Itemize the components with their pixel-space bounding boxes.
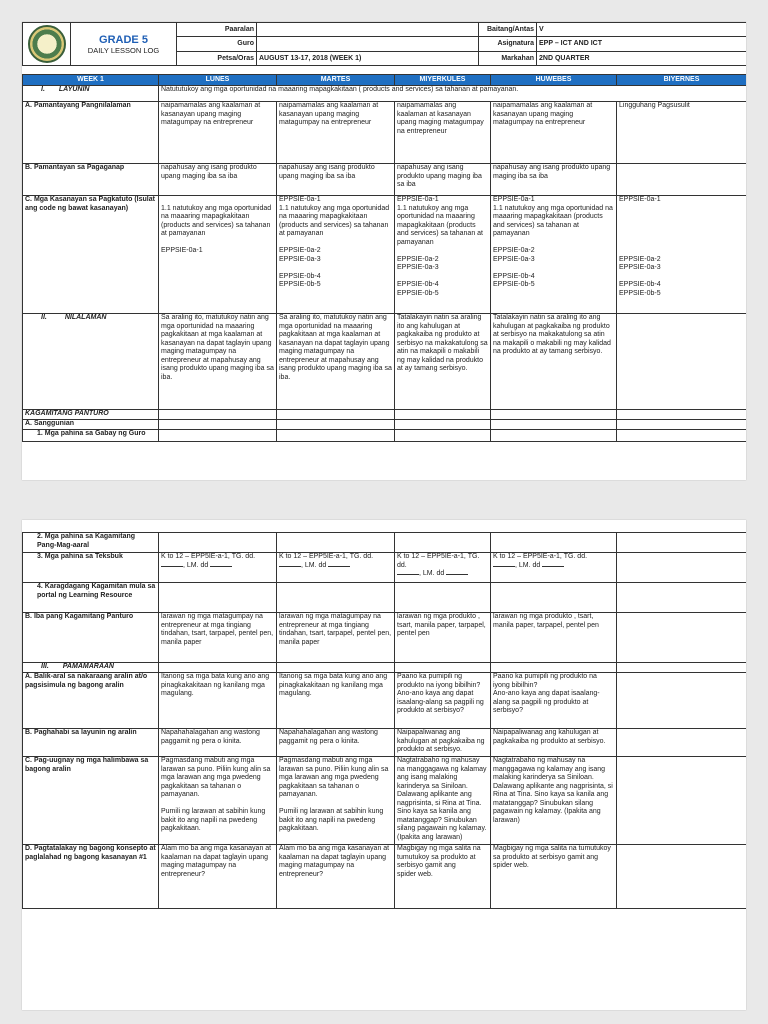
cell xyxy=(491,583,617,613)
pamamaraan-heading xyxy=(23,663,159,673)
blank xyxy=(210,566,232,567)
cell xyxy=(395,430,491,442)
lesson-log-page-2 xyxy=(22,520,746,1010)
cell xyxy=(159,663,277,673)
paaralan-value xyxy=(257,23,479,37)
pamamaraan-num: III. xyxy=(41,663,49,670)
rb2-label: B. Paghahabi sa layunin ng aralin xyxy=(23,729,159,757)
cell xyxy=(395,533,491,553)
cell xyxy=(617,420,747,430)
cell xyxy=(617,164,747,196)
cell: EPPSIE-0a-1 EPPSIE-0a-2 EPPSIE-0a-3 EPPSIE-0b-4 EPPSIE-0b-5 xyxy=(617,196,747,314)
procedure-table xyxy=(22,532,746,909)
textbook-cell: K to 12 – EPP5IE-a-1, TG. dd. , LM. dd xyxy=(491,553,617,583)
cell: Alam mo ba ang mga kasanayan at kaalaman na dapat taglayin upang maging matagumpay na entrepreneur? xyxy=(277,845,395,909)
grade-title: GRADE 5 xyxy=(99,33,148,46)
rd-label: D. Pagtatalakay ng bagong konsepto at paglalahad ng bagong kasanayan #1 xyxy=(23,845,159,909)
cell xyxy=(617,553,747,583)
cell xyxy=(617,757,747,845)
lm-ref: LM. dd xyxy=(518,561,541,569)
cell: larawan ng mga matagumpay na entrepreneur at mga tingiang tindahan, tsart, tarpapel, pentel pen, manila paper xyxy=(277,613,395,663)
blank xyxy=(328,566,350,567)
cell xyxy=(617,673,747,729)
row-a-label: A. Pamantayang Pangnilalaman xyxy=(23,102,159,164)
blank xyxy=(279,566,301,567)
ra-label: A. Balik-aral sa nakaraang aralin at/o pagsisimula ng bagong aralin xyxy=(23,673,159,729)
cell: Magbigay ng mga salita na tumutukoy sa produkto at serbisyo gamit ang spider web. xyxy=(395,845,491,909)
col-miyerkules: MIYERKULES xyxy=(395,75,491,86)
cell: Tatalakayin natin sa araling ito ang kahulugan at pagkakaiba ng produkto at serbisyo na makakatulong sa atin na makapili o makabili ng may kalidad na produkto at ay tamang serbisyo. xyxy=(491,314,617,410)
layunin-text: Natututukoy ang mga oportunidad na maaaring mapagkakitaan ( products and services) sa tahanan at pamayanan. xyxy=(159,86,747,102)
guro-label: Guro xyxy=(177,37,257,51)
kagamitan-label: KAGAMITANG PANTURO xyxy=(25,410,109,417)
cell xyxy=(491,430,617,442)
textbook-cell: K to 12 – EPP5IE-a-1, TG. dd. , LM. dd xyxy=(277,553,395,583)
sanggunian-label: A. Sanggunian xyxy=(23,420,159,430)
petsa-value: AUGUST 13-17, 2018 (WEEK 1) xyxy=(257,51,479,65)
cell: naipamamalas ang kaalaman at kasanayan upang maging matagumpay na entrepreneur xyxy=(159,102,277,164)
cell: Magbigay ng mga salita na tumutukoy sa produkto at serbisyo gamit ang spider web. xyxy=(491,845,617,909)
deped-seal xyxy=(23,23,71,66)
rc-label: C. Pag-uugnay ng mga halimbawa sa bagong aralin xyxy=(23,757,159,845)
cell xyxy=(395,420,491,430)
cell: 1.1 natutukoy ang mga oportunidad na maaaring mapagkakitaan (products and services) sa tahanan at pamayanan EPPSIE-0a-1 xyxy=(159,196,277,314)
col-huwebes: HUWEBES xyxy=(491,75,617,86)
cell xyxy=(395,583,491,613)
cell xyxy=(617,314,747,410)
nilalaman-heading xyxy=(23,314,159,410)
cell xyxy=(277,420,395,430)
cell xyxy=(277,410,395,420)
lesson-log-page-1 xyxy=(22,22,746,480)
col-week: WEEK 1 xyxy=(23,75,159,86)
cell xyxy=(277,583,395,613)
title-cell xyxy=(71,23,177,66)
cell: Paano ka pumipili ng produkto na iyong bibilhin? Ano-ano kaya ang dapat isaalang-alang sa pagpili ng produkto at serbisyo? xyxy=(491,673,617,729)
lm-ref: LM. dd xyxy=(304,561,327,569)
row-b-label: B. Pamantayan sa Pagaganap xyxy=(23,164,159,196)
cell: Naipapaliwanag ang kahulugan at pagkakaiba ng produkto at serbisyo. xyxy=(491,729,617,757)
cell xyxy=(491,663,617,673)
cell xyxy=(617,613,747,663)
cell: EPPSIE-0a-1 1.1 natutukoy ang mga oportunidad na maaaring mapagkakitaan (products and services) sa tahanan at pamayanan EPPSIE-0a-2 EPPSIE-0a-3 EPPSIE-0b-4 EPPSIE-0b-5 xyxy=(277,196,395,314)
cell: EPPSIE-0a-1 1.1 natutukoy ang mga oportunidad na maaaring mapagkakitaan (products and services) sa tahanan at pamayanan EPPSIE-0a-2 EPPSIE-0a-3 EPPSIE-0b-4 EPPSIE-0b-5 xyxy=(491,196,617,314)
lm-ref: LM. dd xyxy=(422,570,445,577)
textbook-ref: K to 12 – EPP5IE-a-1, TG. dd. xyxy=(397,553,480,569)
cell xyxy=(491,420,617,430)
objectives-table xyxy=(22,74,746,442)
cell xyxy=(159,420,277,430)
row-c-label: C. Mga Kasanayan sa Pagkatuto (Isulat ang code ng bawat kasanayan) xyxy=(23,196,159,314)
textbook-ref: K to 12 – EPP5IE-a-1, TG. dd. xyxy=(279,553,374,560)
cell: napahusay ang isang produkto upang maging iba sa iba xyxy=(159,164,277,196)
cell: Pagmasdang mabuti ang mga larawan sa puno. Piliin kung alin sa mga larawan ang mga pwedeng pagkakitaan sa tahanan o pamayanan. Pumili ng larawan at sabihin kung bakit ito ang napili na pwedeng pagkakitaan. xyxy=(159,757,277,845)
cell xyxy=(617,663,747,673)
dll-title: DAILY LESSON LOG xyxy=(87,45,160,55)
cell xyxy=(617,430,747,442)
blank xyxy=(446,574,468,575)
cell xyxy=(395,663,491,673)
cell xyxy=(277,663,395,673)
cell: napahusay ang isang produkto upang maging iba sa iba xyxy=(277,164,395,196)
baitang-value: V xyxy=(537,23,747,37)
cell: larawan ng mga produkto , tsart, manila paper, tarpapel, pentel pen xyxy=(395,613,491,663)
r4-label: 4. Karagdagang Kagamitan mula sa portal ng Learning Resource xyxy=(23,583,159,613)
cell: napahusay ang isang produkto upang maging iba sa iba xyxy=(395,164,491,196)
rb-label: B. Iba pang Kagamitang Panturo xyxy=(23,613,159,663)
header-table xyxy=(22,22,746,66)
cell: naipamamalas ang kaalaman at kasanayan upang maging matagumpay na entrepreneur xyxy=(395,102,491,164)
blank xyxy=(542,566,564,567)
guro-value xyxy=(257,37,479,51)
r3-label: 3. Mga pahina sa Teksbuk xyxy=(23,553,159,583)
cell: Alam mo ba ang mga kasanayan at kaalaman na dapat taglayin upang maging matagumpay na entrepreneur? xyxy=(159,845,277,909)
cell xyxy=(159,583,277,613)
lm-ref: LM. dd xyxy=(186,561,209,569)
r2-label: 2. Mga pahina sa Kagamitang Pang-Mag-aaral xyxy=(23,533,159,553)
cell xyxy=(617,410,747,420)
petsa-label: Petsa/Oras xyxy=(177,51,257,65)
markahan-value: 2ND QUARTER xyxy=(537,51,747,65)
nilalaman-num: II. xyxy=(41,314,47,321)
blank xyxy=(161,566,183,567)
col-martes: MARTES xyxy=(277,75,395,86)
cell: Itanong sa mga bata kung ano ang pinagkakakitaan ng kanilang mga magulang. xyxy=(159,673,277,729)
cell: Itanong sa mga bata kung ano ang pinagkakakitaan ng kanilang mga magulang. xyxy=(277,673,395,729)
kagamitan-heading xyxy=(23,410,159,420)
baitang-label: Baitang/Antas xyxy=(479,23,537,37)
cell xyxy=(491,533,617,553)
cell: Sa araling ito, matutukoy natin ang mga oportunidad na maaaring pagkakitaan at mga kaalaman at kasanayan na dapat taglayin upang maging matagumpay na entrepreneur at mapahusay ang isang produkto upang maging iba sa iba. xyxy=(159,314,277,410)
cell xyxy=(159,410,277,420)
cell xyxy=(491,410,617,420)
blank xyxy=(493,566,515,567)
layunin-label: LAYUNIN xyxy=(58,86,90,93)
asignatura-value: EPP – ICT AND ICT xyxy=(537,37,747,51)
cell: napahusay ang isang produkto upang maging iba sa iba xyxy=(491,164,617,196)
cell: Paano ka pumipili ng produkto na iyong bibilhin? Ano-ano kaya ang dapat isaalang-alang sa pagpili ng produkto at serbisyo? xyxy=(395,673,491,729)
seal-icon xyxy=(28,25,66,63)
textbook-cell: K to 12 – EPP5IE-a-1, TG. dd. , LM. dd xyxy=(159,553,277,583)
textbook-cell: K to 12 – EPP5IE-a-1, TG. dd. , LM. dd xyxy=(395,553,491,583)
cell: EPPSIE-0a-1 1.1 natutukoy ang mga oportunidad na maaaring mapagkakitaan (products and services) sa tahanan at pamayanan EPPSIE-0a-2 EPPSIE-0a-3 EPPSIE-0b-4 EPPSIE-0b-5 xyxy=(395,196,491,314)
textbook-ref: K to 12 – EPP5IE-a-1, TG. dd. xyxy=(493,553,588,560)
col-biyernes: BIYERNES xyxy=(617,75,747,86)
cell: naipamamalas ang kaalaman at kasanayan upang maging matagumpay na entrepreneur xyxy=(277,102,395,164)
col-lunes: LUNES xyxy=(159,75,277,86)
asignatura-label: Asignatura xyxy=(479,37,537,51)
cell: Tatalakayin natin sa araling ito ang kahulugan at pagkakaiba ng produkto at serbisyo na makakatulong sa atin na makapili o makabili ng may kalidad na produkto at ay tamang serbisyo. xyxy=(395,314,491,410)
cell: Sa araling ito, matutukoy natin ang mga oportunidad na maaaring pagkakitaan at mga kaalaman at kasanayan na dapat taglayin upang maging matagumpay na entrepreneur at mapahusay ang isang produkto upang maging iba sa iba. xyxy=(277,314,395,410)
cell xyxy=(159,430,277,442)
cell xyxy=(617,845,747,909)
blank xyxy=(397,574,419,575)
pamamaraan-label: PAMAMARAAN xyxy=(62,663,114,670)
cell: Nagtatrabaho ng mahusay na manggagawa ng kalamay ang isang malaking karinderya sa Siniloan. Dalawang aplikante ang nagprisinta, si Rina at Tina. Sino kaya sa kanila ang matatanggap? Sinubukan silang pagawain ng kalamay. (Ipakita ang larawan) xyxy=(491,757,617,845)
cell: larawan ng mga produkto , tsart, manila paper, tarpapel, pentel pen xyxy=(491,613,617,663)
cell: Nagtatrabaho ng mahusay na manggagawa ng kalamay ang isang malaking karinderya sa Siniloan. Dalawang aplikante ang nagprisinta, si Rina at Tina. Sino kaya sa kanila ang matatanggap? Sinubukan silang pagawain ng kalamay. (Ipakita ang larawan) xyxy=(395,757,491,845)
layunin-num: I. xyxy=(41,86,45,93)
cell: Lingguhang Pagsusulit xyxy=(617,102,747,164)
nilalaman-label: NILALAMAN xyxy=(64,314,107,321)
cell xyxy=(395,410,491,420)
gabay-label: 1. Mga pahina sa Gabay ng Guro xyxy=(23,430,159,442)
cell xyxy=(159,533,277,553)
layunin-heading xyxy=(23,86,159,102)
cell: Napahahalagahan ang wastong paggamit ng pera o kinita. xyxy=(277,729,395,757)
paaralan-label: Paaralan xyxy=(177,23,257,37)
markahan-label: Markahan xyxy=(479,51,537,65)
cell: Napahahalagahan ang wastong paggamit ng pera o kinita. xyxy=(159,729,277,757)
cell: larawan ng mga matagumpay na entrepreneur at mga tingiang tindahan, tsart, tarpapel, pentel pen, manila paper xyxy=(159,613,277,663)
cell: Pagmasdang mabuti ang mga larawan sa puno. Piliin kung alin sa mga larawan ang mga pwedeng pagkakitaan sa tahanan o pamayanan. Pumili ng larawan at sabihin kung bakit ito ang napili na pwedeng pagkakitaan. xyxy=(277,757,395,845)
cell xyxy=(617,533,747,553)
cell: naipamamalas ang kaalaman at kasanayan upang maging matagumpay na entrepreneur xyxy=(491,102,617,164)
cell xyxy=(617,729,747,757)
textbook-ref: K to 12 – EPP5IE-a-1, TG. dd. xyxy=(161,553,256,560)
cell xyxy=(617,583,747,613)
cell xyxy=(277,533,395,553)
cell: Naipapaliwanag ang kahulugan at pagkakaiba ng produkto at serbisyo. xyxy=(395,729,491,757)
cell xyxy=(277,430,395,442)
